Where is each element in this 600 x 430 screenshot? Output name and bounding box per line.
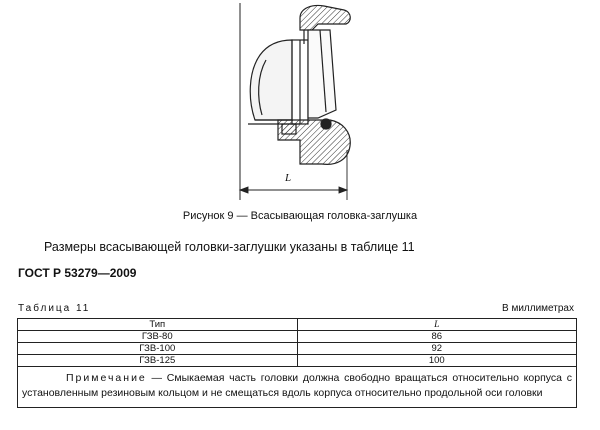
cell-type: ГЗВ-125 — [18, 355, 298, 367]
cell-l: 92 — [297, 343, 577, 355]
cell-type: ГЗВ-80 — [18, 331, 298, 343]
standard-header: ГОСТ Р 53279—2009 — [18, 266, 137, 280]
suction-cap-drawing — [220, 0, 380, 205]
cell-l: 100 — [297, 355, 577, 367]
note-label: Примечание — [66, 372, 147, 384]
rubber-ring — [321, 119, 331, 129]
table-note — [18, 367, 577, 408]
figure-caption: Рисунок 9 — Всасывающая головка-заглушка — [182, 210, 418, 222]
table-note-row — [18, 367, 577, 408]
coupling-lug — [300, 6, 350, 31]
dome-outline — [250, 40, 292, 120]
table-row — [18, 343, 577, 355]
note-text-1: — Смыкаемая часть головки должна свободно вращаться относительно корпуса с — [151, 372, 572, 384]
intro-text: Размеры всасывающей головки-заглушки указаны в таблице 11 — [44, 240, 415, 254]
dimensions-table — [17, 318, 577, 408]
dimension-label: L — [285, 172, 292, 184]
column-header-type: Тип — [18, 319, 298, 331]
table-row — [18, 355, 577, 367]
cell-l: 86 — [297, 331, 577, 343]
table-row — [18, 331, 577, 343]
table-title: Таблица 11 — [18, 303, 91, 314]
table-units: В миллиметрах — [502, 303, 574, 314]
cell-type: ГЗВ-100 — [18, 343, 298, 355]
column-header-l: L — [297, 319, 577, 331]
note-text-2: установленным резиновым кольцом и не смещаться вдоль корпуса относительно продольной оси головки — [22, 387, 543, 399]
table-header-row — [18, 319, 577, 331]
